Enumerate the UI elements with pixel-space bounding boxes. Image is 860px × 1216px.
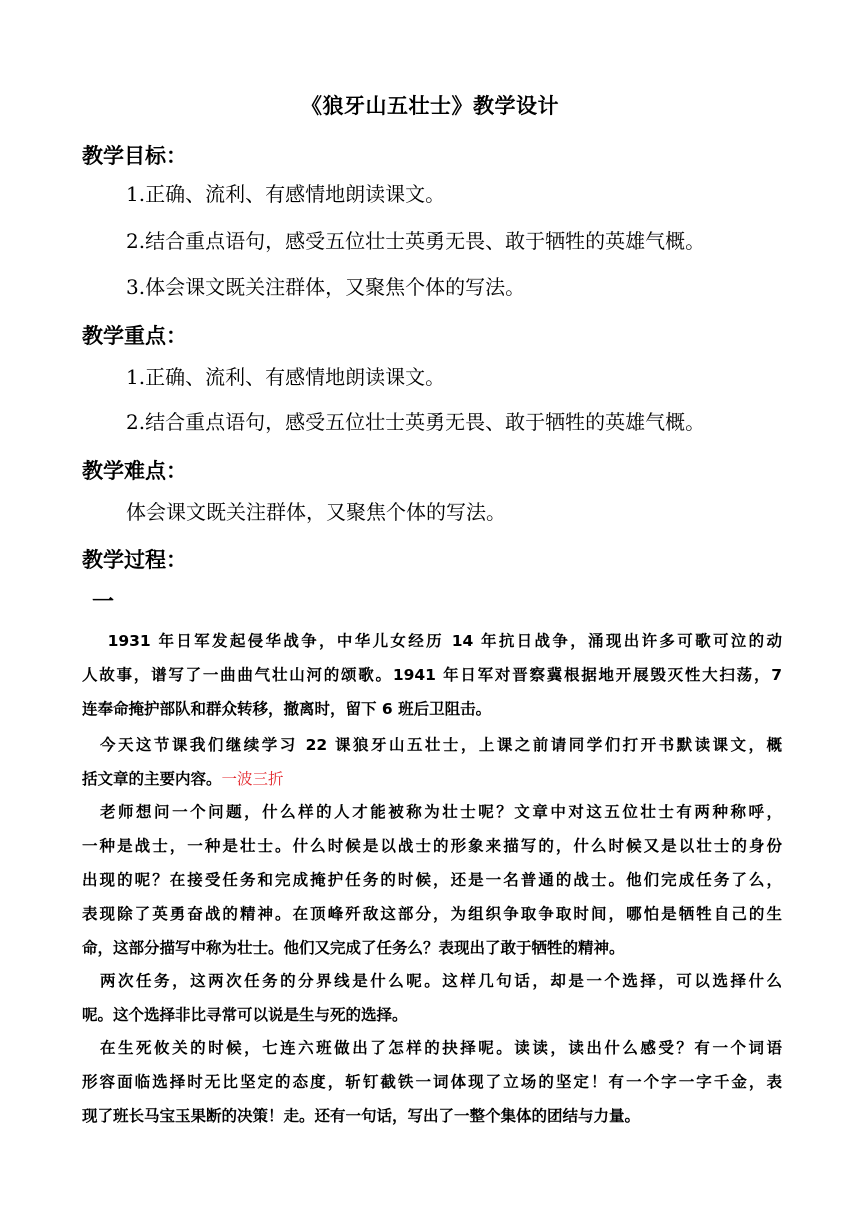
paragraph-line: 1931 年日军发起侵华战争，中华儿女经历 14 年抗日战争，涌现出许多可歌可泣的动 bbox=[82, 632, 782, 650]
paragraph-line: 老师想问一个问题，什么样的人才能被称为壮士呢？文章中对这五位壮士有两种称呼， bbox=[82, 803, 782, 821]
paragraph-line: 出现的呢？在接受任务和完成掩护任务的时候，还是一名普通的战士。他们完成任务了么， bbox=[82, 871, 782, 889]
paragraph-2 bbox=[82, 728, 782, 796]
paragraph-line: 现了班长马宝玉果断的决策！走。还有一句话，写出了一整个集体的团结与力量。 bbox=[82, 1107, 641, 1125]
paragraph-line: 表现除了英勇奋战的精神。在顶峰歼敌这部分，为组织争取争取时间，哪怕是牺牲自己的生 bbox=[82, 905, 782, 923]
key-point-item-1: 1.正确、流利、有感情地朗读课文。 bbox=[126, 365, 446, 389]
paragraph-line: 连奉命掩护部队和群众转移，撤离时，留下 6 班后卫阻击。 bbox=[82, 700, 492, 718]
section-marker: 一 bbox=[92, 589, 115, 615]
key-point-item-2: 2.结合重点语句，感受五位壮士英勇无畏、敢于牺牲的英雄气概。 bbox=[126, 410, 706, 434]
paragraph-line: 两次任务，这两次任务的分界线是什么呢。这样几句话，却是一个选择，可以选择什么 bbox=[82, 972, 782, 990]
paragraph-line: 人故事，谱写了一曲曲气壮山河的颂歌。1941 年日军对晋察冀根据地开展毁灭性大扫荡，7 bbox=[82, 666, 782, 684]
paragraph-line: 今天这节课我们继续学习 22 课狼牙山五壮士，上课之前请同学们打开书默读课文，概 bbox=[82, 736, 782, 754]
paragraph-1 bbox=[82, 624, 782, 726]
paragraph-5 bbox=[82, 1031, 782, 1133]
paragraph-line: 呢。这个选择非比寻常可以说是生与死的选择。 bbox=[82, 1006, 408, 1024]
objective-item-1: 1.正确、流利、有感情地朗读课文。 bbox=[126, 182, 446, 206]
paragraph-line-with-highlight bbox=[82, 762, 782, 796]
objectives-heading: 教学目标： bbox=[82, 143, 187, 168]
paragraph-line: 形容面临选择时无比坚定的态度，斩钉截铁一词体现了立场的坚定！有一个字一字千金，表 bbox=[82, 1073, 782, 1091]
paragraph-line-text: 括文章的主要内容。 bbox=[82, 770, 222, 788]
paragraph-line: 在生死攸关的时候，七连六班做出了怎样的抉择呢。读读，读出什么感受？有一个词语 bbox=[82, 1039, 782, 1057]
key-points-heading: 教学重点： bbox=[82, 323, 187, 348]
process-heading: 教学过程： bbox=[82, 547, 187, 572]
highlight-annotation: 一波三折 bbox=[221, 770, 284, 788]
paragraph-4 bbox=[82, 964, 782, 1032]
paragraph-line: 命，这部分描写中称为壮士。他们又完成了任务么？表现出了敢于牺牲的精神。 bbox=[82, 939, 625, 957]
difficulty-item-1: 体会课文既关注群体，又聚焦个体的写法。 bbox=[126, 500, 506, 524]
objective-item-2: 2.结合重点语句，感受五位壮士英勇无畏、敢于牺牲的英雄气概。 bbox=[126, 229, 706, 253]
objective-item-3: 3.体会课文既关注群体，又聚焦个体的写法。 bbox=[126, 275, 526, 299]
paragraph-3 bbox=[82, 795, 782, 965]
document-title: 《狼牙山五壮士》教学设计 bbox=[301, 93, 559, 118]
difficulties-heading: 教学难点： bbox=[82, 458, 187, 483]
paragraph-line: 一种是战士，一种是壮士。什么时候是以战士的形象来描写的，什么时候又是以壮士的身份 bbox=[82, 837, 782, 855]
